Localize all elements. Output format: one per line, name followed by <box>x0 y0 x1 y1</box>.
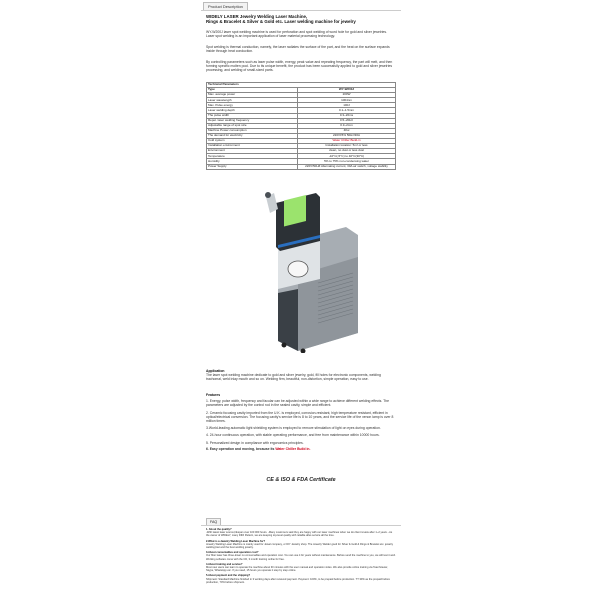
spec-value: 0.3~2mm <box>298 123 396 128</box>
spec-value: 200W <box>298 93 396 98</box>
title-line-2: Rings & Bracelet & Silver & Gold etc. Laser welding machine for jewelry <box>206 19 356 25</box>
feature-item-6 <box>206 447 396 451</box>
spec-table-caption: Technical Parameters <box>207 83 396 88</box>
spec-value: Installation location: 5m² or less <box>298 144 396 149</box>
spec-label: Max. Pulse energy <box>207 103 298 108</box>
faq-answer: Most new users can learn to operate the machine about 30 minutes with the user manual and operation video. We also provide online training via TeamViewer, Skype, WhatsApp etc. If you need, 15 hours you operate it step by step online. <box>206 566 388 573</box>
application-heading: Application <box>206 369 225 373</box>
feature-item-6-highlight: Water Chiller Build in. <box>275 446 311 451</box>
faq-question: 2.What is a Jewelry Welding Laser Machine for? <box>206 539 266 543</box>
faq-answer: -With latest laser source,lifespan over 100 000 hours. -Many customers said they are happy with our laser machines when we do client review after 1~2 years. -As the owner of WIDELY, many DIDI Pattern, we are keeping top-level quality with reliable after-service all the time. <box>206 531 393 538</box>
title-line-1: WIDELY LASER Jewelry Welding Laser Machine, <box>206 14 308 19</box>
spec-value: 4Kw <box>298 128 396 133</box>
spec-header-label: Type <box>207 88 298 93</box>
eyepiece-icon <box>265 192 271 198</box>
spec-label: Laser welding depth <box>207 108 298 113</box>
faq-question: 5.About payment and the shipping? <box>206 574 251 578</box>
spec-label: Installation environment <box>207 144 298 149</box>
wheel-icon <box>282 343 287 348</box>
spec-label: Adjustable range of spot size <box>207 123 298 128</box>
features-heading: Features <box>206 393 221 397</box>
tab-product-description[interactable]: Product Description <box>203 2 248 11</box>
divider <box>201 10 401 11</box>
faq-item <box>206 528 396 538</box>
feature-item-2: 2. Ceramic focusing cavity imported from the U.K. is employed, corrosion-resistant, high temperature resistant, efficient in optical/electrical conversion. The focusing cavity's service life is 8 to 10 years, and the service life of the xenon lamp is over 8 million times. <box>206 410 394 424</box>
spec-label: Repet. laser welding frequency <box>207 118 298 123</box>
faq-question: 1. About the quality? <box>206 528 232 531</box>
spec-label: Machine Power consumption <box>207 128 298 133</box>
feature-item-5: 5. Personalized design in compliance with ergonomics principles. <box>206 440 304 445</box>
spec-label: The demand for electricity <box>207 133 298 138</box>
spec-value: 0.1~1.5mm <box>298 108 396 113</box>
spec-value: clean, no dust or less dust <box>298 149 396 154</box>
spec-label: Humidity <box>207 159 298 164</box>
intro-paragraph-3: By controlling parameters such as laser pulse width, energy, peak value and repeating frequency, the part will melt, and then forming specific molten pool. Due to its unique benefit, the product has been successfully applied to gold and silver jewelries processing, and welding of small-sized parts. <box>206 60 393 73</box>
faq-question: 3.About consumables and operation cost? <box>206 551 259 555</box>
spec-label: Power Supply <box>207 164 298 169</box>
application-text: The laser spot welding machine dedicate to gold and silver jewelry, gold, fill holes for electronic components, welding trachomal, weld inlay mouth and so on. Welding firm, beautiful, non-distortion, simple operation, easy to use. <box>206 373 381 382</box>
spec-value: 5% to 75% non-condensing water <box>298 159 396 164</box>
product-description-page <box>201 0 403 600</box>
spec-label: Temperature <box>207 154 298 159</box>
spec-label: Max. average power <box>207 93 298 98</box>
intro-paragraph-2: Spot welding is thermal conduction, namely, the laser radiates the surface of the part, and the heat on the surface expands inside through heat conduction. <box>206 45 390 54</box>
spec-value: 100J <box>298 103 396 108</box>
control-panel-screen <box>284 195 306 226</box>
spec-value: -10°C(-5°C) to 40°C(30°C) <box>298 154 396 159</box>
spec-row <box>207 164 396 169</box>
spec-value: 220V±5% 50Hz/30A <box>298 133 396 138</box>
faq-list <box>206 528 396 584</box>
features-section <box>206 393 396 451</box>
faq-answer: Our fiber laser has three-lower no consumables and operation cost. You can use it for years without maintenance. Before send the machine to you, we will test it well. Working software come with the CD, 3 month training online for free. <box>206 554 396 561</box>
spec-label: Cold system <box>207 139 298 144</box>
application-section <box>206 369 396 382</box>
spec-value: 220V/50HZ Alternating current, 30A air switch, voltage stability <box>298 164 396 169</box>
spec-header-value: WY-W200J <box>298 88 396 93</box>
faq-item <box>206 574 396 584</box>
spec-value: 0.5~20Hz <box>298 118 396 123</box>
spec-value: 1064nm <box>298 98 396 103</box>
feature-item-1: 1. Energy, pulse width, frequency and facular can be adjusted within a wide range to achieve different welding effects. The parameters are adjusted by the control rod in the sealed cavity, simple and efficient. <box>206 399 389 408</box>
faq-item <box>206 563 396 573</box>
faq-divider <box>201 525 401 526</box>
tab-faq[interactable]: FAQ <box>206 518 221 526</box>
spec-label: Laser wavelength <box>207 98 298 103</box>
spec-rows <box>207 93 396 169</box>
spec-value: Water Chiller Build-in <box>298 139 396 144</box>
feature-item-6-text: 6. Easy operation and moving, because its <box>206 446 276 451</box>
feature-item-4: 4. 24-hour continuous operation, with stable operating performance, and free from maintenance within 10000 hours. <box>206 433 380 438</box>
front-lower-panel <box>278 289 298 351</box>
feature-item-3: 3.World-leading automatic light shielding system is employed to remove stimulation of light on eyes during operation. <box>206 426 381 431</box>
intro-paragraph-1: WY-W200J laser spot welding machine is used for perforation and spot welding of word hole for gold and silver jewelries. Laser spot welding is an important application of laser material processing technology. <box>206 30 387 39</box>
spec-label: Environment <box>207 149 298 154</box>
faq-answer: Jewelry Welding Laser Machine is mainly used for Jewel company, or DIY Jewelry shop. The Jewelry Welder good for Silver & Gold & Rings & Bracelet etc. jewelry welding,fast and the best welding jewelry. <box>206 542 394 550</box>
product-title <box>206 14 396 24</box>
faq-item <box>206 540 396 550</box>
faq-answer: Shipment: Standard Machine finished in 3 working days after received payment. Payment: 100%, to be prepaid before production. TT 30% as the prepaid before production, 70% before shipment. <box>206 577 390 584</box>
spec-table <box>206 82 396 170</box>
certificate-title: CE & ISO & FDA Certificate <box>266 477 336 483</box>
spec-value: 0.3~20ms <box>298 113 396 118</box>
work-chamber-window <box>288 261 308 277</box>
spec-label: The pulse width <box>207 113 298 118</box>
faq-question: 4.About training and service? <box>206 562 243 566</box>
faq-item <box>206 551 396 561</box>
welding-machine-image <box>258 183 363 353</box>
